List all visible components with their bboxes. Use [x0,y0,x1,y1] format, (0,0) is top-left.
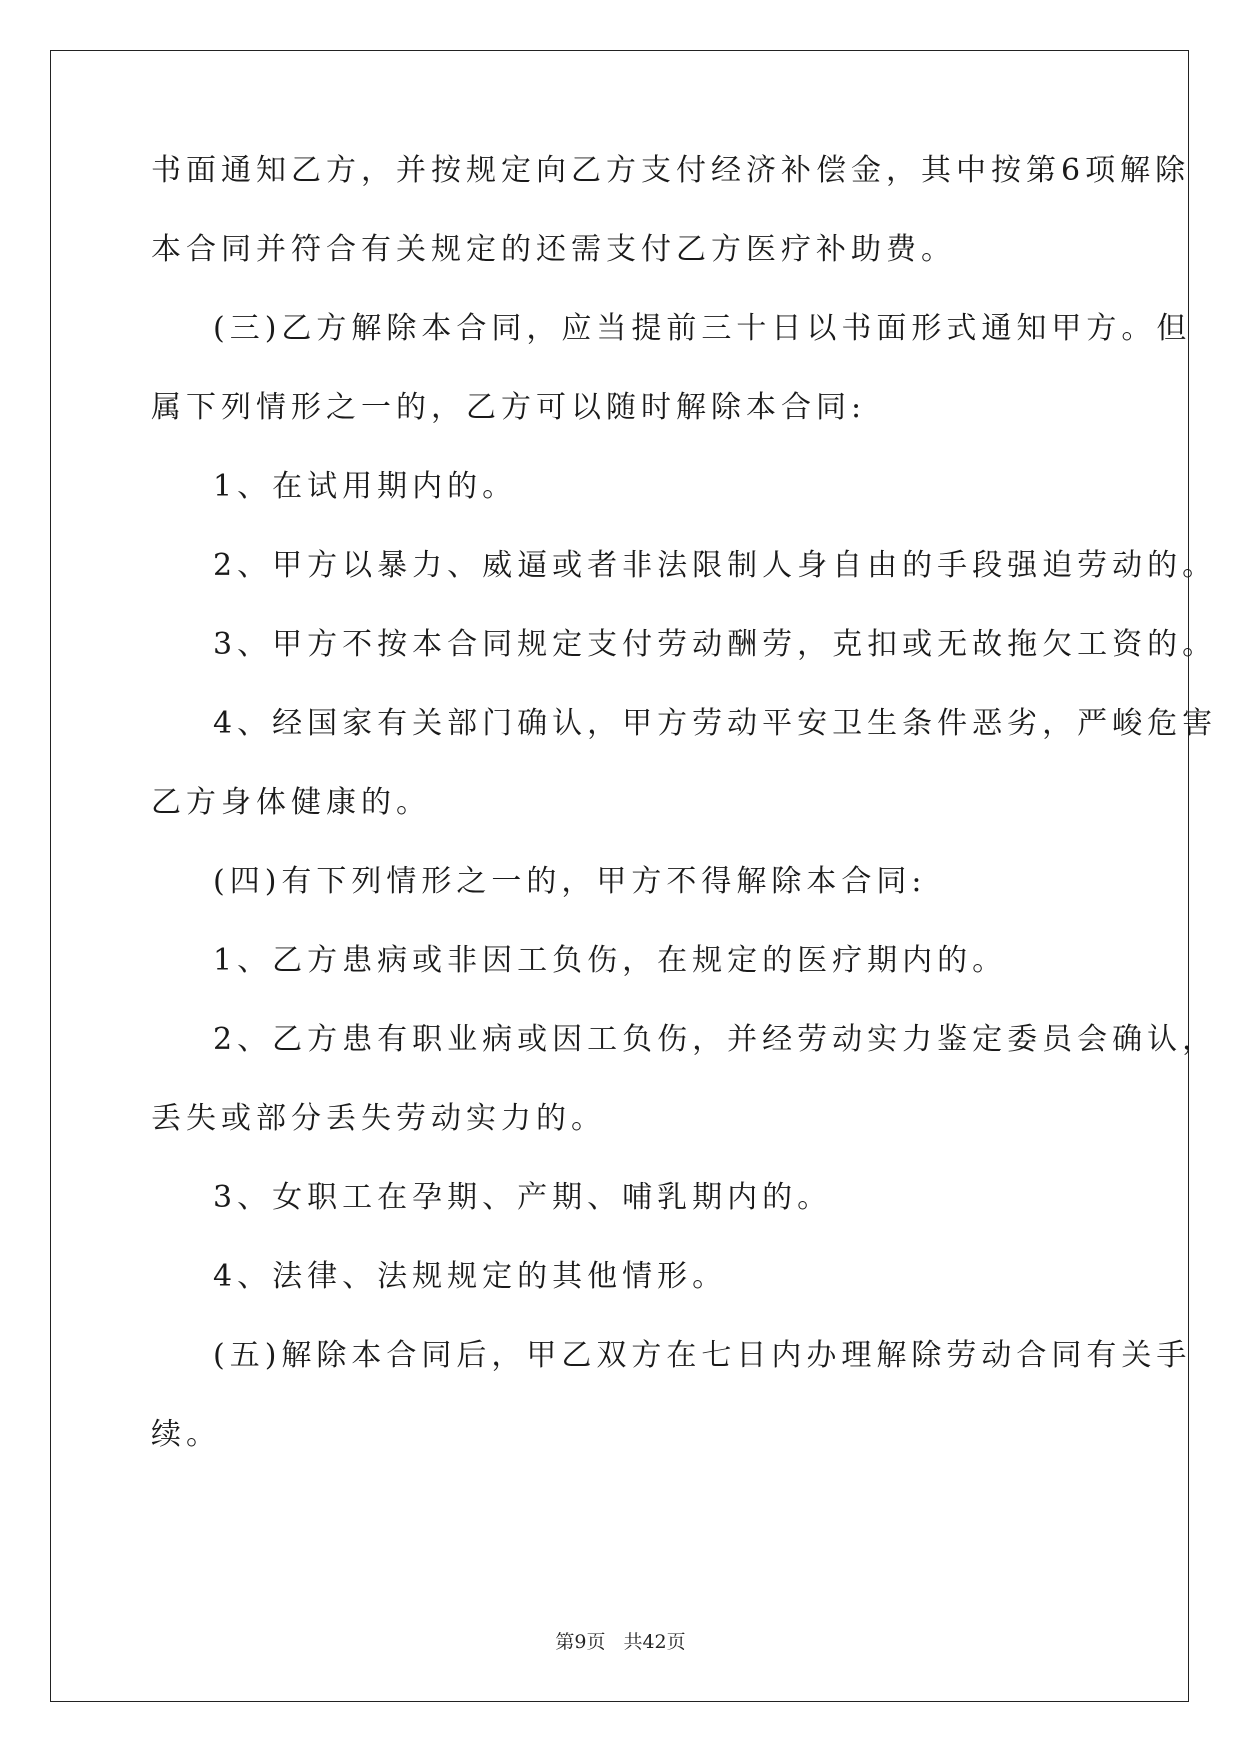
page-footer [0,1627,1241,1654]
text-line: (三)乙方解除本合同，应当提前三十日以书面形式通知甲方。但 [213,311,1192,346]
text-line: 4、经国家有关部门确认，甲方劳动平安卫生条件恶劣，严峻危害 [213,706,1218,741]
text-line: (五)解除本合同后，甲乙双方在七日内办理解除劳动合同有关手 [213,1338,1192,1373]
text-line: 续。 [151,1417,221,1452]
text-line: 4、法律、法规规定的其他情形。 [213,1259,728,1294]
text-line: 丢失或部分丢失劳动实力的。 [151,1101,606,1136]
text-line: 3、甲方不按本合同规定支付劳动酬劳，克扣或无故拖欠工资的。 [213,627,1218,662]
text-line: 2、甲方以暴力、威逼或者非法限制人身自由的手段强迫劳动的。 [213,548,1218,583]
text-line: 1、乙方患病或非因工负伤，在规定的医疗期内的。 [213,943,1008,978]
page-number: 第9页 [555,1631,606,1653]
text-line: 2、乙方患有职业病或因工负伤，并经劳动实力鉴定委员会确认， [213,1022,1218,1057]
text-line: 属下列情形之一的，乙方可以随时解除本合同: [151,390,867,425]
page-total: 共42页 [623,1631,686,1653]
text-line: 1、在试用期内的。 [213,469,518,504]
text-line: 书面通知乙方，并按规定向乙方支付经济补偿金，其中按第6项解除 [151,153,1191,188]
text-line: (四)有下列情形之一的，甲方不得解除本合同: [213,864,927,899]
text-line: 3、女职工在孕期、产期、哺乳期内的。 [213,1180,833,1215]
text-line: 乙方身体健康的。 [151,785,431,820]
text-line: 本合同并符合有关规定的还需支付乙方医疗补助费。 [151,232,956,267]
